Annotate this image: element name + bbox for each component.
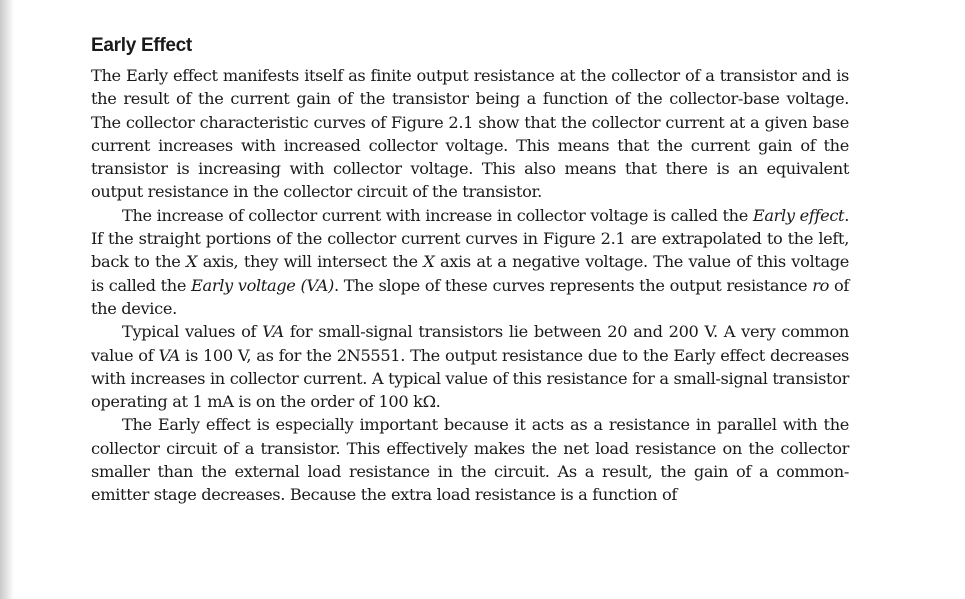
section-heading: Early Effect <box>91 35 192 56</box>
term-x-axis: X <box>423 252 435 272</box>
term-early-effect: Early effect <box>752 205 845 225</box>
term-x-axis: X <box>186 252 198 272</box>
term-va: VA <box>158 345 181 365</box>
paragraph-2-text: The increase of collector current with increase in collector voltage is called the <box>122 205 753 225</box>
term-early-voltage: Early voltage (VA) <box>191 275 334 295</box>
page-gutter-shadow <box>0 0 14 599</box>
term-ro: ro <box>812 275 829 295</box>
paragraph-2-text: axis, they will intersect the <box>197 252 424 272</box>
paragraph-3-text: for small-signal transistors lie between 20 and 200 V. A very common value of <box>91 322 849 365</box>
paragraph-1: The Early effect manifests itself as finite output resistance at the collector of a transistor and is the result of the current gain of the transistor being a function of the collector-base voltage. The collector characteristic curves of Figure 2.1 show that the collector current at a given base current increases with increased collector voltage. This means that the current gain of the transistor is increasing with collector voltage. This also means that there is an equivalent output resistance in the collector circuit of the transistor. <box>91 66 849 202</box>
paragraph-2-text: . The slope of these curves represents the output resistance <box>333 275 813 295</box>
paragraph-4: The Early effect is especially important because it acts as a resistance in parallel with the collector circuit of a transistor. This effectively makes the net load resistance on the collector smaller than the external load resistance in the circuit. As a result, the gain of a common-emitter stage decreases. Because the extra load resistance is a function of <box>91 415 849 505</box>
paragraph-3-text: is 100 V, as for the 2N5551. The output resistance due to the Early effect decreases with increases in collector current. A typical value of this resistance for a small-signal transistor operating at 1 mA is on the order of 100 kΩ. <box>91 345 850 412</box>
document-page <box>91 34 849 507</box>
paragraph-2 <box>91 204 849 320</box>
term-va: VA <box>262 322 284 342</box>
paragraph-3 <box>91 320 849 413</box>
paragraph-2-text: . If the straight portions of the collector current curves in Figure 2.1 are extrapolated to the left, back to the <box>91 205 849 272</box>
paragraph-2-text: of the device. <box>91 275 849 318</box>
paragraph-3-text: Typical values of <box>122 322 263 342</box>
paragraph-2-text: axis at a negative voltage. The value of this voltage is called the <box>91 252 849 295</box>
